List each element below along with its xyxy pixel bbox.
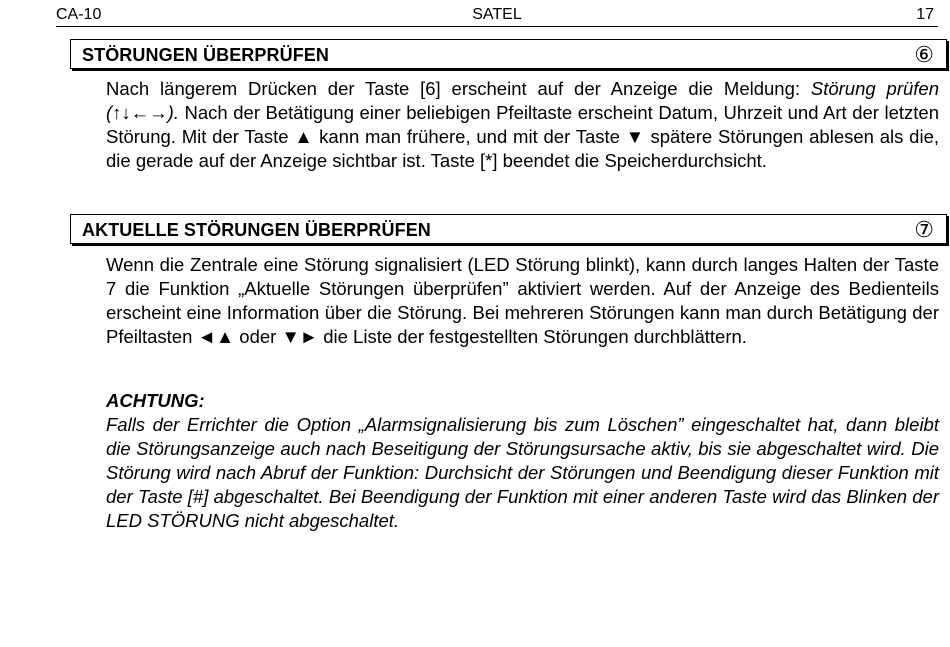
section-6-text-2: Nach der Betätigung einer beliebigen Pfeiltaste erscheint Datum, Uhrzeit und Art der letzten Störung. Mit der Taste ▲ kann man frühere, und mit der Taste ▼ spätere Störungen ablesen als die, die gerade auf der Anzeige sichtbar ist. Taste [*] beendet die Speicherdurchsicht. bbox=[106, 102, 939, 171]
key-6-icon: ⑥ bbox=[914, 42, 934, 67]
section-6-paragraph bbox=[106, 77, 939, 173]
section-title-7: AKTUELLE STÖRUNGEN ÜBERPRÜFEN bbox=[82, 220, 431, 240]
section-6-display-message: Störung prüfen (↑↓←→). bbox=[106, 78, 939, 123]
attention-heading: ACHTUNG: bbox=[106, 390, 205, 411]
section-7-paragraph: Wenn die Zentrale eine Störung signalisiert (LED Störung blinkt), kann durch langes Halten der Taste 7 die Funktion „Aktuelle Störungen überprüfen” aktiviert werden. Auf der Anzeige des Bedienteils erscheint eine Information über die Störung. Bei mehreren Störungen kann man durch Betätigung der Pfeiltasten ◄▲ oder ▼► die Liste der festgestellten Störungen durchblättern. bbox=[106, 254, 939, 347]
key-7-icon: ⑦ bbox=[914, 217, 934, 242]
header-manual-code: CA-10 bbox=[56, 6, 102, 23]
section-heading-box-6 bbox=[70, 39, 947, 69]
section-6-text-1: Nach längerem Drücken der Taste [6] erscheint auf der Anzeige die Meldung: bbox=[106, 78, 811, 99]
page-header bbox=[56, 4, 938, 27]
header-brand: SATEL bbox=[472, 6, 522, 23]
header-page-number: 17 bbox=[916, 6, 934, 23]
attention-paragraph: Falls der Errichter die Option „Alarmsignalisierung bis zum Löschen” eingeschaltet hat, dann bleibt die Störungsanzeige auch nach Beseitigung der Störungsursache aktiv, bis sie abgeschaltet wird. Die Störung wird nach Abruf der Funktion: Durchsicht der Störungen und Beendigung dieser Funktion mit der Taste [#] abgeschaltet. Bei Beendigung der Funktion mit einer anderen Taste wird das Blinken der LED STÖRUNG nicht abgeschaltet. bbox=[106, 414, 939, 531]
section-title-6: STÖRUNGEN ÜBERPRÜFEN bbox=[82, 45, 330, 65]
section-heading-box-7 bbox=[70, 214, 947, 244]
